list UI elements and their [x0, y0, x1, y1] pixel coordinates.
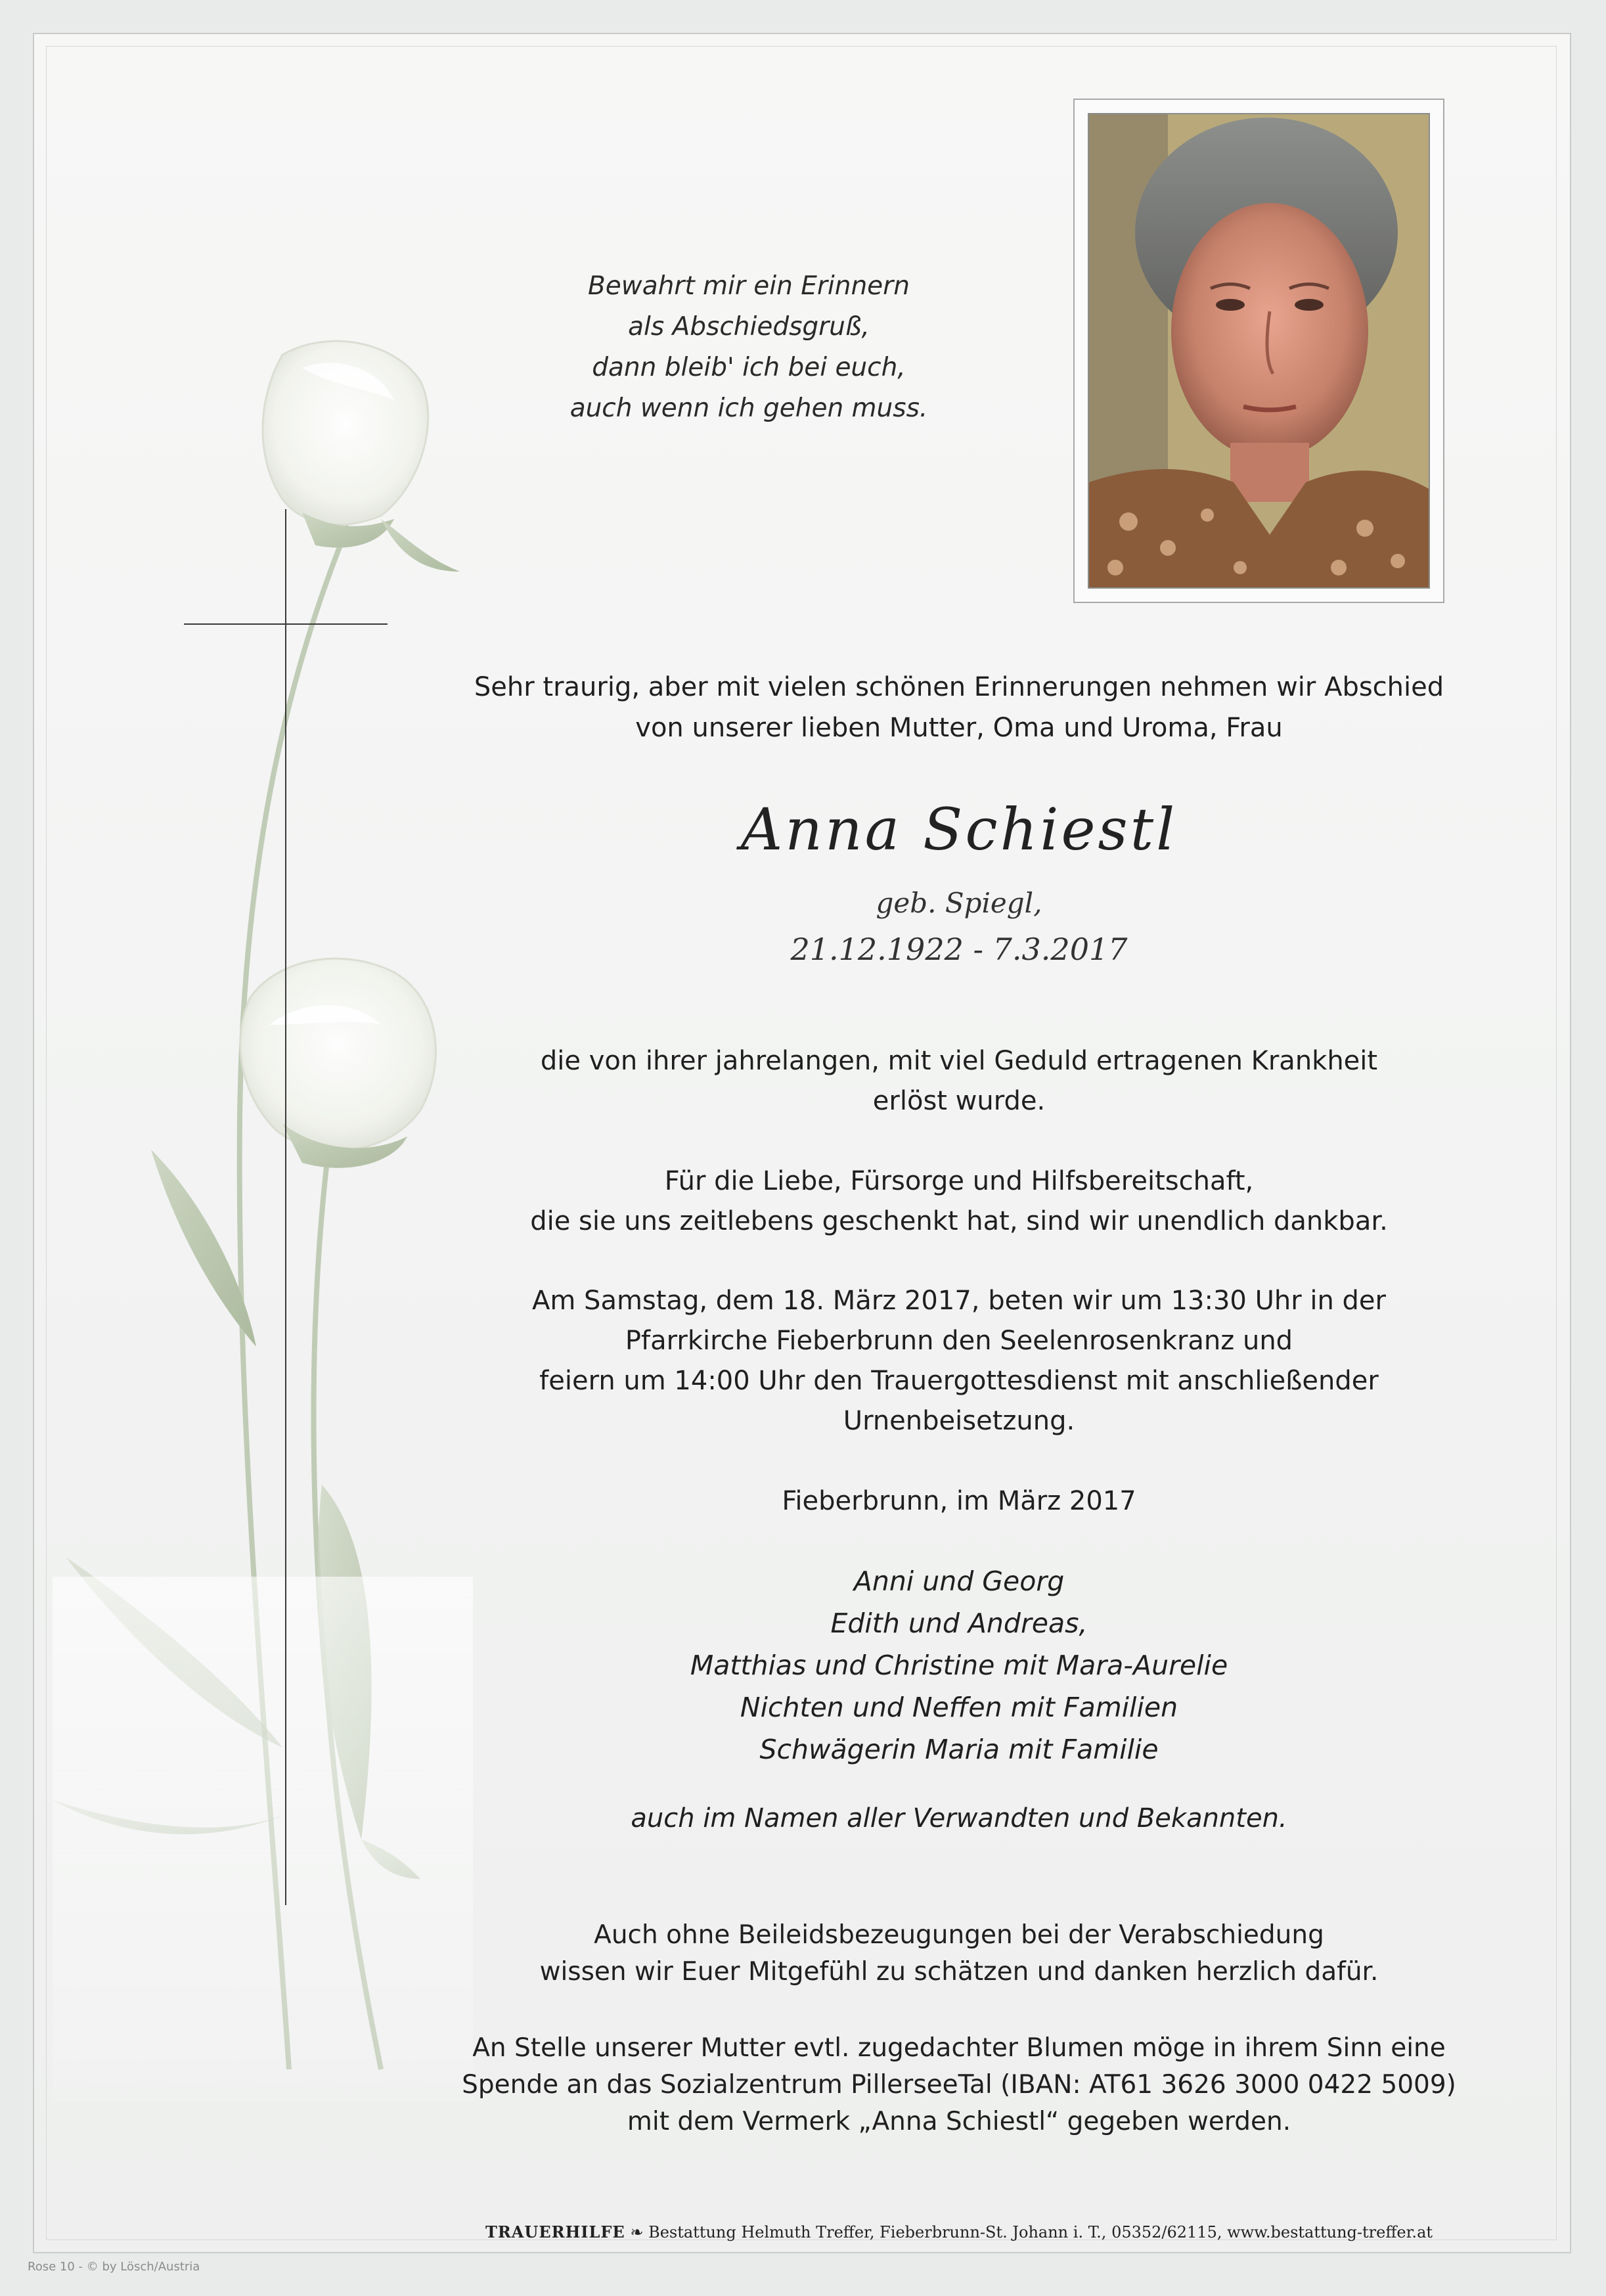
paragraph-line: feiern um 14:00 Uhr den Trauergottesdienst mit anschließender [539, 1366, 1379, 1396]
paragraph-line: Am Samstag, dem 18. März 2017, beten wir um 13:30 Uhr in der [532, 1286, 1386, 1316]
family-member: Matthias und Christine mit Mara-Aurelie [690, 1650, 1228, 1681]
family-member: Edith und Andreas, [830, 1608, 1088, 1639]
paragraph-line: Spende an das Sozialzentrum PillerseeTal (IBAN: AT61 3626 3000 0422 5009) [462, 2070, 1456, 2100]
paragraph-line: wissen wir Euer Mitgefühl zu schätzen und danken herzlich dafür. [539, 1957, 1379, 1987]
funeral-home-footer [460, 2222, 1458, 2241]
memorial-quote [512, 266, 985, 429]
paragraph-line: Für die Liebe, Fürsorge und Hilfsbereitschaft, [664, 1166, 1254, 1196]
paragraph-line: erlöst wurde. [872, 1086, 1046, 1116]
paragraph-line: die sie uns zeitlebens geschenkt hat, sind wir unendlich dankbar. [530, 1206, 1388, 1236]
family-member: Nichten und Neffen mit Familien [740, 1692, 1178, 1723]
service-paragraph [460, 1281, 1458, 1441]
cross-horizontal-bar [184, 623, 388, 625]
paragraph-line: Urnenbeisetzung. [843, 1406, 1075, 1436]
portrait-image [1089, 114, 1429, 587]
portrait-frame [1073, 99, 1444, 603]
footer-contact: Bestattung Helmuth Treffer, Fieberbrunn-St. Johann i. T., 05352/62115, www.bestattung-treffer.at [648, 2223, 1433, 2241]
family-member: Anni und Georg [853, 1565, 1065, 1597]
quote-line: als Abschiedsgruß, [628, 312, 870, 342]
portrait-photo [1088, 113, 1430, 589]
cross-vertical-bar [285, 509, 286, 1905]
intro-line: Sehr traurig, aber mit vielen schönen Erinnerungen nehmen wir Abschied [474, 672, 1444, 702]
wheat-icon: ❧ [630, 2223, 644, 2241]
maiden-name: geb. Spiegl, [876, 887, 1042, 919]
paragraph-line: Auch ohne Beileidsbezeugungen bei der Verabschiedung [594, 1920, 1324, 1950]
family-closing: auch im Namen aller Verwandten und Bekannten. [631, 1803, 1287, 1834]
white-roses-illustration [53, 328, 473, 2102]
quote-line: dann bleib' ich bei euch, [592, 353, 906, 382]
illness-paragraph [460, 1041, 1458, 1121]
family-list [460, 1560, 1458, 1770]
paragraph-line: mit dem Vermerk „Anna Schiestl“ gegeben werden. [627, 2107, 1291, 2136]
paragraph-line: An Stelle unserer Mutter evtl. zugedachter Blumen möge in ihrem Sinn eine [472, 2033, 1446, 2063]
intro-text [460, 667, 1458, 748]
footer-brand: TRAUERHILFE [485, 2222, 625, 2241]
paragraph-line: die von ihrer jahrelangen, mit viel Geduld ertragenen Krankheit [540, 1046, 1378, 1076]
donation-paragraph [460, 2030, 1458, 2140]
family-member: Schwägerin Maria mit Familie [759, 1734, 1159, 1765]
life-dates: 21.12.1922 - 7.3.2017 [790, 932, 1128, 967]
copyright-note: Rose 10 - © by Lösch/Austria [28, 2260, 200, 2274]
thanks-paragraph [460, 1161, 1458, 1242]
quote-line: auch wenn ich gehen muss. [569, 394, 928, 423]
intro-line: von unserer lieben Mutter, Oma und Uroma, Frau [635, 713, 1283, 743]
deceased-name: Anna Schiestl [740, 796, 1178, 863]
paragraph-line: Pfarrkirche Fieberbrunn den Seelenrosenkranz und [625, 1326, 1293, 1356]
condolences-paragraph [460, 1917, 1458, 1991]
quote-line: Bewahrt mir ein Erinnern [588, 271, 910, 301]
place-date: Fieberbrunn, im März 2017 [782, 1486, 1136, 1516]
